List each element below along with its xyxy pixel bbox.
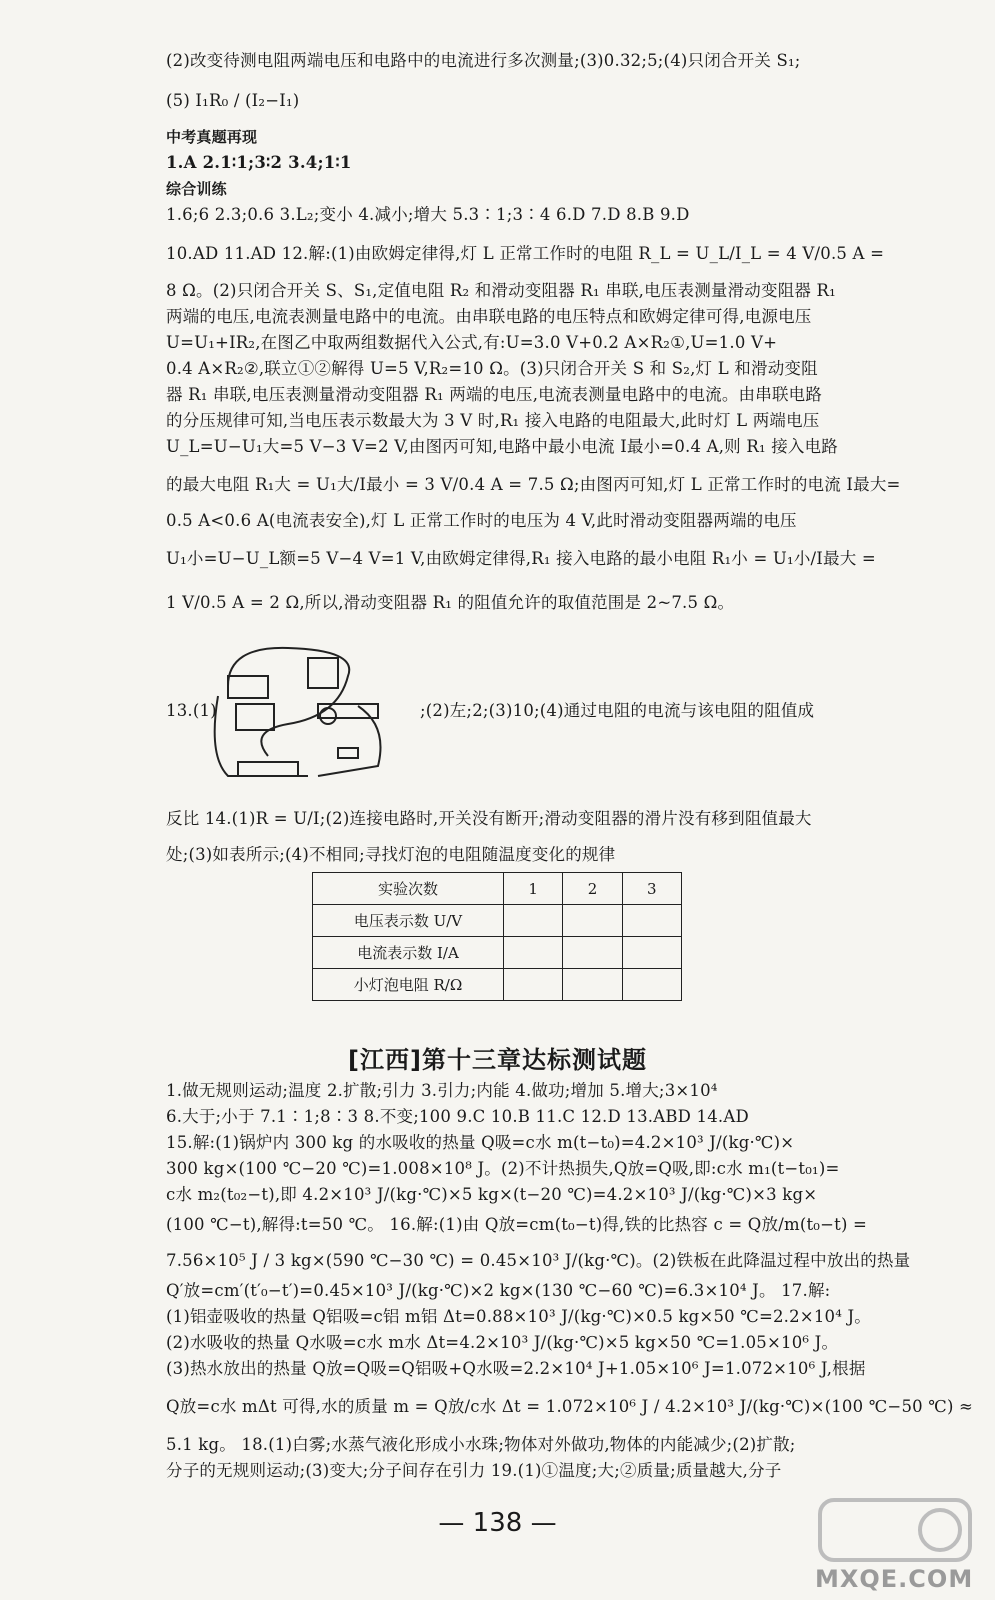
circuit-diagram	[208, 636, 408, 796]
text-line: (1)铝壶吸收的热量 Q铝吸=c铝 m铝 Δt=0.88×10³ J/(kg·℃)×0.5 kg×50 ℃=2.2×10⁴ J。	[166, 1307, 872, 1326]
question-13-text: ;(2)左;2;(3)10;(4)通过电阻的电流与该电阻的阻值成	[420, 701, 815, 720]
table-row-label: 小灯泡电阻 R/Ω	[313, 969, 504, 1001]
text-line: (100 ℃−t),解得:t=50 ℃。 16.解:(1)由 Q放=cm(t₀−t)得,铁的比热容 c = Q放/m(t₀−t) =	[166, 1215, 868, 1234]
table-cell	[622, 969, 681, 1001]
table-cell	[563, 905, 622, 937]
chapter-title: [江西]第十三章达标测试题	[348, 1046, 647, 1074]
text-line: 处;(3)如表所示;(4)不相同;寻找灯泡的电阻随温度变化的规律	[166, 845, 616, 864]
text-line: U=U₁+IR₂,在图乙中取两组数据代入公式,有:U=3.0 V+0.2 A×R₂①,U=1.0 V+	[166, 333, 778, 352]
table-row	[313, 905, 682, 937]
text-line: 5.1 kg。 18.(1)白雾;水蒸气液化形成小水珠;物体对外做功,物体的内能减少;(2)扩散;	[166, 1435, 796, 1454]
text-line: 0.5 A<0.6 A(电流表安全),灯 L 正常工作时的电压为 4 V,此时滑动变阻器两端的电压	[166, 511, 797, 530]
text-line: 器 R₁ 串联,电压表测量滑动变阻器 R₁ 两端的电压,电流表测量电路中的电流。由串联电路	[166, 385, 823, 404]
text-line: 反比 14.(1)R = U/I;(2)连接电路时,开关没有断开;滑动变阻器的滑片没有移到阻值最大	[166, 809, 812, 828]
table-cell	[504, 969, 563, 1001]
text-line: 10.AD 11.AD 12.解:(1)由欧姆定律得,灯 L 正常工作时的电阻 R_L = U_L/I_L = 4 V/0.5 A =	[166, 244, 885, 263]
text-line: 1.6;6 2.3;0.6 3.L₂;变小 4.减小;增大 5.3∶1;3∶4 6.D 7.D 8.B 9.D	[166, 205, 690, 224]
text-line: 8 Ω。(2)只闭合开关 S、S₁,定值电阻 R₂ 和滑动变阻器 R₁ 串联,电压表测量滑动变阻器 R₁	[166, 281, 836, 300]
table-header-cell: 2	[563, 873, 622, 905]
table-cell	[622, 905, 681, 937]
table-header-cell: 实验次数	[313, 873, 504, 905]
text-line: 1.做无规则运动;温度 2.扩散;引力 3.引力;内能 4.做功;增加 5.增大;3×10⁴	[166, 1081, 718, 1100]
text-line: 的最大电阻 R₁大 = U₁大/I最小 = 3 V/0.4 A = 7.5 Ω;由图丙可知,灯 L 正常工作时的电流 I最大=	[166, 475, 901, 494]
question-13-label: 13.(1)	[166, 701, 217, 720]
section-heading-exam: 中考真题再现	[166, 128, 258, 146]
table-header-cell: 3	[622, 873, 681, 905]
text-line: 的分压规律可知,当电压表示数最大为 3 V 时,R₁ 接入电路的电阻最大,此时灯 L 两端电压	[166, 411, 820, 430]
text-line: 两端的电压,电流表测量电路中的电流。由串联电路的电压特点和欧姆定律可得,电源电压	[166, 307, 812, 326]
formula-line: (5) I₁R₀ / (I₂−I₁)	[166, 91, 300, 110]
table-cell	[504, 937, 563, 969]
text-line: U₁小=U−U_L额=5 V−4 V=1 V,由欧姆定律得,R₁ 接入电路的最小电阻 R₁小 = U₁小/I最大 =	[166, 549, 876, 568]
text-line: 1 V/0.5 A = 2 Ω,所以,滑动变阻器 R₁ 的阻值允许的取值范围是 2~7.5 Ω。	[166, 593, 735, 612]
table-cell	[563, 937, 622, 969]
table-row	[313, 937, 682, 969]
text-line: Q放=c水 mΔt 可得,水的质量 m = Q放/c水 Δt = 1.072×10⁶ J / 4.2×10³ J/(kg·℃)×(100 ℃−50 ℃) ≈	[166, 1397, 974, 1416]
table-cell	[504, 905, 563, 937]
text-line: c水 m₂(t₀₂−t),即 4.2×10³ J/(kg·℃)×5 kg×(t−20 ℃)=4.2×10³ J/(kg·℃)×3 kg×	[166, 1185, 818, 1204]
exam-answers: 1.A 2.1∶1;3∶2 3.4;1∶1	[166, 153, 352, 172]
text-line: (2)改变待测电阻两端电压和电路中的电流进行多次测量;(3)0.32;5;(4)只闭合开关 S₁;	[166, 51, 801, 70]
text-line: U_L=U−U₁大=5 V−3 V=2 V,由图丙可知,电路中最小电流 I最小=0.4 A,则 R₁ 接入电路	[166, 437, 839, 456]
table-header-cell: 1	[504, 873, 563, 905]
table-cell	[622, 937, 681, 969]
table-header-row	[313, 873, 682, 905]
table-row-label: 电流表示数 I/A	[313, 937, 504, 969]
text-line: Q′放=cm′(t′₀−t′)=0.45×10³ J/(kg·℃)×2 kg×(130 ℃−60 ℃)=6.3×10⁴ J。 17.解:	[166, 1281, 831, 1300]
page-number: — 138 —	[438, 1508, 557, 1538]
text-line: (3)热水放出的热量 Q放=Q吸=Q铝吸+Q水吸=2.2×10⁴ J+1.05×10⁶ J=1.072×10⁶ J,根据	[166, 1359, 866, 1378]
text-line: 分子的无规则运动;(3)变大;分子间存在引力 19.(1)①温度;大;②质量;质量越大,分子	[166, 1461, 782, 1480]
text-line: 300 kg×(100 ℃−20 ℃)=1.008×10⁸ J。(2)不计热损失,Q放=Q吸,即:c水 m₁(t−t₀₁)=	[166, 1159, 840, 1178]
text-line: 15.解:(1)锅炉内 300 kg 的水吸收的热量 Q吸=c水 m(t−t₀)=4.2×10³ J/(kg·℃)×	[166, 1133, 795, 1152]
text-line: 6.大于;小于 7.1∶1;8∶3 8.不变;100 9.C 10.B 11.C 12.D 13.ABD 14.AD	[166, 1107, 749, 1126]
table-row-label: 电压表示数 U/V	[313, 905, 504, 937]
table-cell	[563, 969, 622, 1001]
experiment-table	[312, 872, 682, 1001]
section-heading-training: 综合训练	[166, 180, 227, 198]
text-line: 0.4 A×R₂②,联立①②解得 U=5 V,R₂=10 Ω。(3)只闭合开关 S 和 S₂,灯 L 和滑动变阻	[166, 359, 818, 378]
text-line: 7.56×10⁵ J / 3 kg×(590 ℃−30 ℃) = 0.45×10³ J/(kg·℃)。(2)铁板在此降温过程中放出的热量	[166, 1251, 911, 1270]
watermark-text: MXQE.COM	[815, 1565, 974, 1593]
table-row	[313, 969, 682, 1001]
text-line: (2)水吸收的热量 Q水吸=c水 m水 Δt=4.2×10³ J/(kg·℃)×5 kg×50 ℃=1.05×10⁶ J。	[166, 1333, 839, 1352]
